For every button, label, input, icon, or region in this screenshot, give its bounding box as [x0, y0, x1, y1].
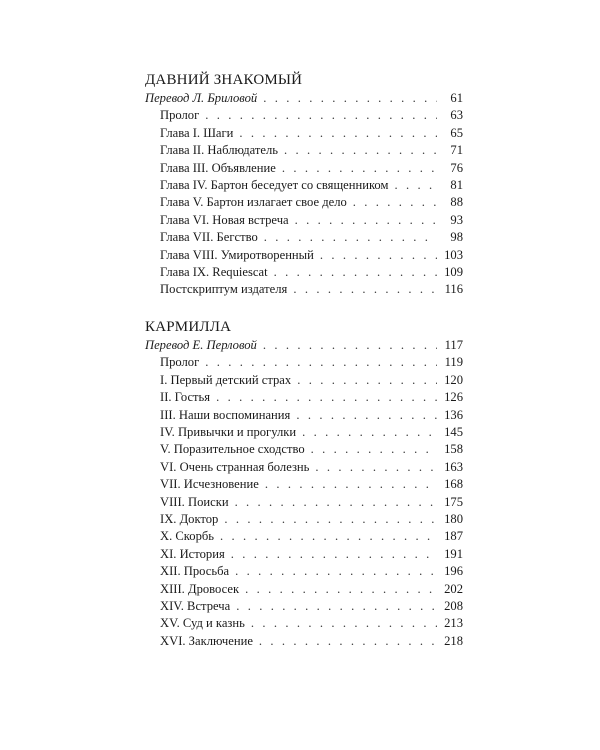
toc-entry: [145, 598, 463, 615]
toc-entry-label: Глава VI. Новая встреча: [160, 212, 289, 227]
toc-entry-label: Глава IV. Бартон беседует со священником: [160, 178, 389, 193]
toc-entry-label: Глава II. Наблюдатель: [160, 143, 279, 158]
page-number: 191: [444, 546, 463, 561]
dot-leader: [235, 494, 437, 511]
toc-entry: [145, 160, 463, 177]
page-number: 218: [444, 633, 463, 648]
toc-section: [145, 317, 463, 650]
toc-entry: [145, 528, 463, 545]
toc-entry-label: VIII. Поиски: [160, 494, 229, 509]
page-number: 117: [444, 337, 463, 352]
dot-leader: [231, 546, 437, 563]
toc-entry: [145, 264, 463, 281]
toc-entry-label: II. Гостья: [160, 390, 211, 405]
dot-leader: [302, 424, 437, 441]
page-number: 187: [444, 529, 463, 544]
toc-entry-label: XI. История: [160, 546, 225, 561]
toc-entry: [145, 459, 463, 476]
toc-entry: [145, 125, 463, 142]
toc-entry: [145, 476, 463, 493]
page-number: 145: [444, 424, 463, 439]
dot-leader: [353, 194, 437, 211]
toc-entry: [145, 107, 463, 124]
toc-entry: [145, 615, 463, 632]
page-number: 175: [444, 494, 463, 509]
dot-leader: [282, 160, 437, 177]
dot-leader: [394, 177, 437, 194]
dot-leader: [205, 354, 437, 371]
dot-leader: [295, 212, 437, 229]
toc-entry-label: VII. Исчезновение: [160, 477, 259, 492]
page-number: 103: [444, 247, 463, 262]
toc-entry-label: XIV. Встреча: [160, 598, 231, 613]
toc-entry-label: Глава VII. Бегство: [160, 230, 258, 245]
page-number: 213: [444, 616, 463, 631]
toc-section: [145, 70, 463, 299]
translator-row: [145, 337, 463, 354]
page-number: 109: [444, 265, 463, 280]
dot-leader: [205, 107, 437, 124]
toc-entry: [145, 546, 463, 563]
toc-entry-label: X. Скорбь: [160, 529, 215, 544]
toc-entry-label: XV. Суд и казнь: [160, 616, 245, 631]
toc-entry-label: Пролог: [160, 108, 200, 123]
toc-entry: [145, 194, 463, 211]
dot-leader: [315, 459, 437, 476]
page-number: 76: [450, 160, 463, 175]
page-number: 202: [444, 581, 463, 596]
section-title: ДАВНИЙ ЗНАКОМЫЙ: [145, 72, 303, 88]
page-number: 88: [450, 195, 463, 210]
page-number: 196: [444, 564, 463, 579]
page-number: 61: [450, 91, 463, 105]
page-number: 158: [444, 442, 463, 457]
toc-entry: [145, 563, 463, 580]
toc-entry: [145, 372, 463, 389]
dot-leader: [296, 407, 437, 424]
toc-entry: [145, 581, 463, 598]
page-number: 126: [444, 390, 463, 405]
dot-leader: [274, 264, 437, 281]
toc-entry: [145, 633, 463, 650]
page-number: 168: [444, 477, 463, 492]
toc-entry-label: IV. Привычки и прогулки: [160, 424, 297, 439]
toc-entry-label: VI. Очень странная болезнь: [160, 459, 310, 474]
toc-entry-label: Глава VIII. Умиротворенный: [160, 247, 314, 262]
toc-entry: [145, 511, 463, 528]
toc-entry: [145, 441, 463, 458]
toc-entry-label: Пролог: [160, 355, 200, 370]
dot-leader: [220, 528, 437, 545]
toc-entry: [145, 407, 463, 424]
toc-entry: [145, 229, 463, 246]
page-number: 136: [444, 407, 463, 422]
page-number: 208: [444, 598, 463, 613]
page-number: 98: [450, 230, 463, 245]
translator-row: [145, 90, 463, 107]
translator-row-label: Перевод Е. Перловой: [145, 337, 257, 352]
dot-leader: [216, 389, 437, 406]
page-number: 63: [450, 108, 463, 123]
toc-entry-label: Глава V. Бартон излагает свое дело: [160, 195, 347, 210]
page-number: 81: [450, 178, 463, 193]
dot-leader: [311, 441, 437, 458]
table-of-contents: [145, 70, 463, 668]
dot-leader: [263, 337, 437, 354]
toc-entry-label: XIII. Дровосек: [160, 581, 240, 596]
toc-entry: [145, 247, 463, 264]
dot-leader: [263, 90, 437, 107]
toc-entry-label: XII. Просьба: [160, 564, 230, 579]
dot-leader: [320, 247, 437, 264]
toc-entry-label: Глава III. Объявление: [160, 160, 276, 175]
toc-entry-label: XVI. Заключение: [160, 633, 253, 648]
page-number: 116: [444, 282, 463, 297]
dot-leader: [265, 476, 437, 493]
page-number: 120: [444, 372, 463, 387]
page-number: 163: [444, 459, 463, 474]
toc-entry-label: IX. Доктор: [160, 511, 219, 526]
dot-leader: [251, 615, 437, 632]
page-number: 65: [450, 125, 463, 140]
toc-entry-label: III. Наши воспоминания: [160, 407, 291, 422]
toc-entry: [145, 424, 463, 441]
toc-entry-label: Глава I. Шаги: [160, 125, 234, 140]
toc-entry-label: Постскриптум издателя: [160, 282, 288, 297]
toc-entry-label: Глава IX. Requiescat: [160, 265, 268, 280]
toc-entry: [145, 354, 463, 371]
dot-leader: [259, 633, 437, 650]
dot-leader: [293, 281, 437, 298]
toc-entry: [145, 494, 463, 511]
dot-leader: [235, 563, 437, 580]
dot-leader: [284, 142, 437, 159]
dot-leader: [236, 598, 437, 615]
toc-entry: [145, 212, 463, 229]
translator-row-label: Перевод Л. Бриловой: [145, 91, 258, 105]
toc-entry-label: V. Поразительное сходство: [160, 442, 305, 457]
page-number: 93: [450, 212, 463, 227]
page-number: 180: [444, 511, 463, 526]
section-title: КАРМИЛЛА: [145, 318, 232, 335]
dot-leader: [239, 125, 437, 142]
toc-entry: [145, 142, 463, 159]
toc-entry-label: I. Первый детский страх: [160, 372, 292, 387]
page-number: 119: [444, 355, 463, 370]
toc-entry: [145, 177, 463, 194]
dot-leader: [224, 511, 437, 528]
dot-leader: [297, 372, 437, 389]
toc-entry: [145, 281, 463, 298]
page-number: 71: [450, 143, 463, 158]
dot-leader: [245, 581, 437, 598]
toc-entry: [145, 389, 463, 406]
dot-leader: [264, 229, 437, 246]
